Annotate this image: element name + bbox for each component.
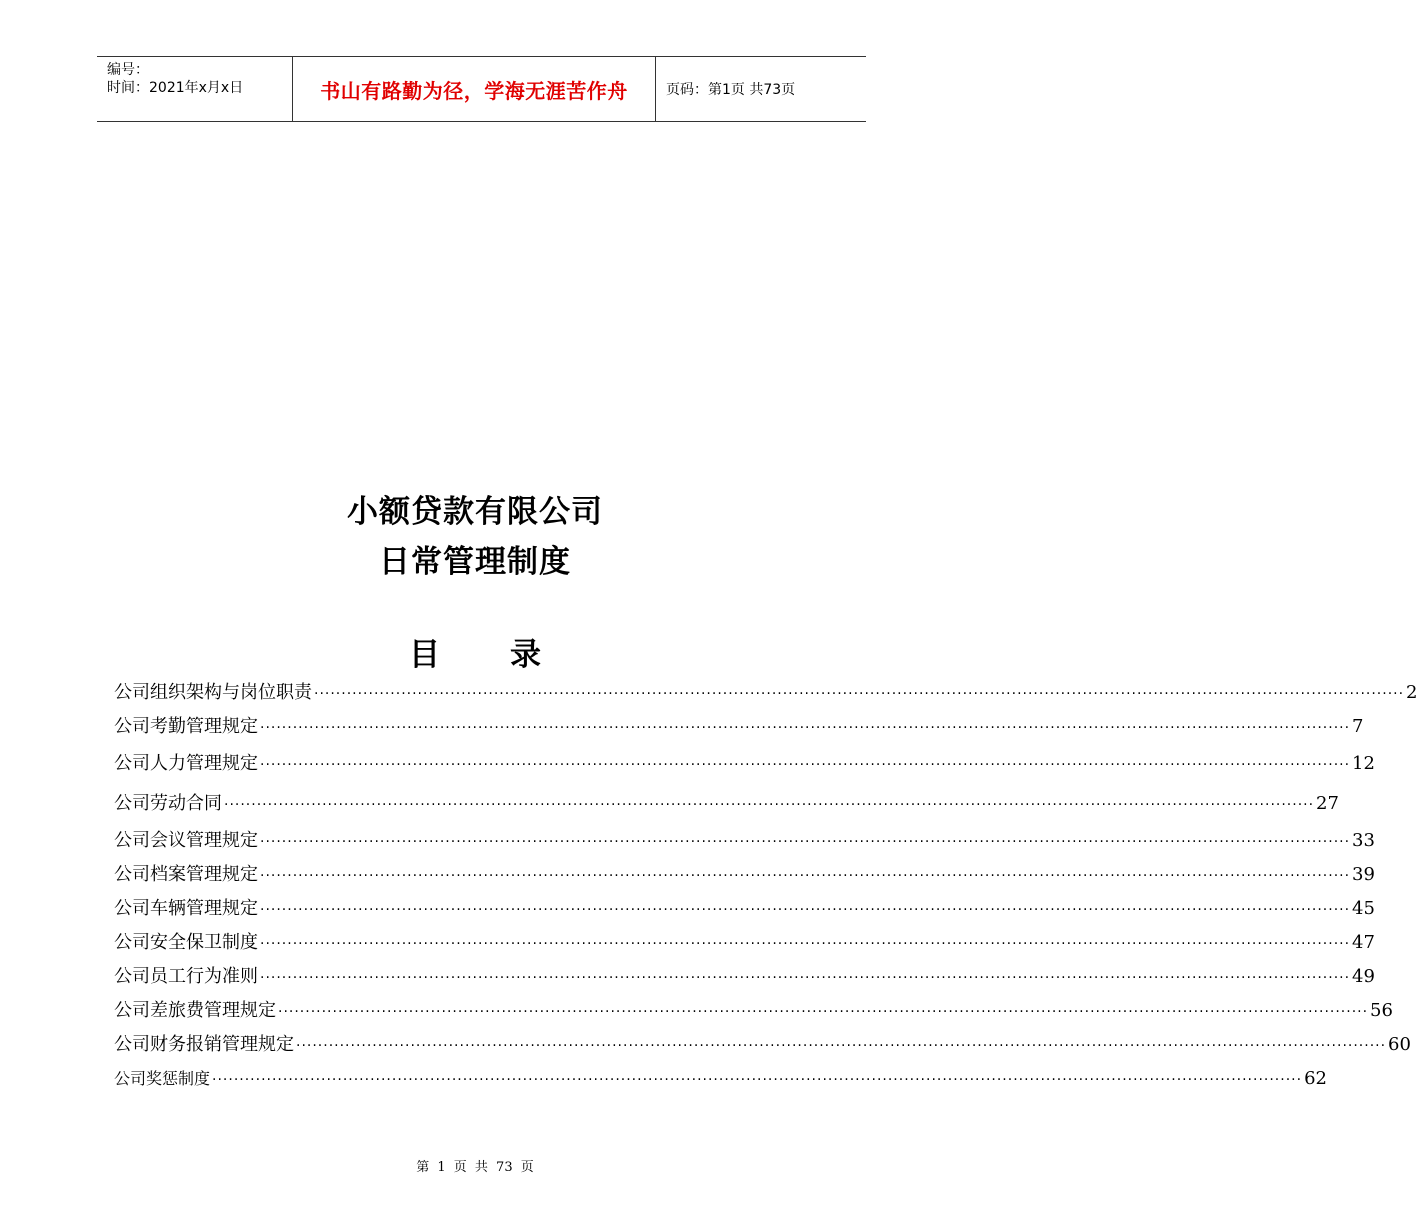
toc-entry-page: 60 [1388, 1034, 1411, 1055]
toc-entry-page: 47 [1352, 932, 1375, 953]
toc-leader: ········································································································································································································ [260, 757, 1351, 773]
document-code-label: 编号： [107, 62, 149, 78]
toc-entry-label: 公司财务报销管理规定 [114, 1034, 294, 1055]
toc-entry-page: 12 [1352, 753, 1375, 774]
toc-leader: ········································································································································································································ [260, 970, 1351, 986]
toc-leader: ········································································································································································································ [260, 868, 1351, 884]
toc-entry[interactable] [114, 784, 1339, 824]
header-motto-cell [293, 57, 656, 121]
toc-entry-page: 39 [1352, 864, 1375, 885]
toc-entry-page: 33 [1352, 830, 1375, 851]
toc-entry[interactable] [114, 710, 1364, 744]
toc-entry[interactable] [114, 744, 1375, 784]
toc-entry[interactable] [114, 994, 1393, 1028]
header-motto: 书山有路勤为径，学海无涯苦作舟 [320, 78, 628, 103]
toc-heading-char-2: 录 [510, 637, 541, 673]
toc-entry-label: 公司劳动合同 [114, 793, 222, 814]
toc-entry-label: 公司车辆管理规定 [114, 898, 258, 919]
toc-entry[interactable] [114, 1028, 1411, 1062]
toc-entry-label: 公司档案管理规定 [114, 864, 258, 885]
toc-entry-page: 27 [1316, 793, 1339, 814]
header-page-number: 页码：第1页 共73页 [666, 82, 796, 98]
header-page-cell [656, 57, 866, 121]
page-header [97, 56, 866, 122]
toc-heading [0, 629, 950, 674]
toc-entry-label: 公司差旅费管理规定 [114, 1000, 276, 1021]
toc-entry-label: 公司考勤管理规定 [114, 716, 258, 737]
toc-leader: ········································································································································································································ [260, 834, 1351, 850]
toc-leader: ········································································································································································································ [296, 1038, 1387, 1054]
toc-entry[interactable] [114, 676, 1418, 710]
document-title-line2: 日常管理制度 [379, 544, 571, 580]
toc-entry[interactable] [114, 892, 1375, 926]
toc-entry[interactable] [114, 960, 1375, 994]
toc-entry[interactable] [114, 824, 1375, 858]
toc-leader: ········································································································································································································ [212, 1072, 1303, 1088]
toc-entry-page: 56 [1370, 1000, 1393, 1021]
toc-heading-char-1: 目 [409, 637, 440, 673]
table-of-contents [114, 676, 1418, 1096]
toc-leader: ········································································································································································································ [314, 686, 1405, 702]
page-footer: 第 1 页 共 73 页 [416, 1160, 534, 1175]
toc-entry-label: 公司组织架构与岗位职责 [114, 682, 312, 703]
toc-leader: ········································································································································································································ [260, 720, 1351, 736]
document-time-label: 时间：2021年x月x日 [107, 80, 244, 96]
toc-entry[interactable] [114, 1062, 1327, 1096]
header-info-cell [97, 57, 293, 121]
toc-entry-page: 62 [1304, 1068, 1327, 1089]
toc-entry-label: 公司员工行为准则 [114, 966, 258, 987]
toc-entry-label: 公司会议管理规定 [114, 830, 258, 851]
toc-entry-label: 公司奖惩制度 [114, 1069, 211, 1088]
toc-entry-label: 公司人力管理规定 [114, 753, 258, 774]
toc-entry[interactable] [114, 926, 1375, 960]
toc-entry[interactable] [114, 858, 1375, 892]
toc-entry-label: 公司安全保卫制度 [114, 932, 258, 953]
toc-leader: ········································································································································································································ [260, 936, 1351, 952]
toc-entry-page: 45 [1352, 898, 1375, 919]
toc-entry-page: 49 [1352, 966, 1375, 987]
toc-leader: ········································································································································································································ [278, 1004, 1369, 1020]
toc-leader: ········································································································································································································ [260, 902, 1351, 918]
toc-leader: ········································································································································································································ [224, 797, 1315, 813]
document-title-line1: 小额贷款有限公司 [347, 494, 603, 530]
toc-entry-page: 2 [1406, 682, 1418, 703]
toc-entry-page: 7 [1352, 716, 1364, 737]
